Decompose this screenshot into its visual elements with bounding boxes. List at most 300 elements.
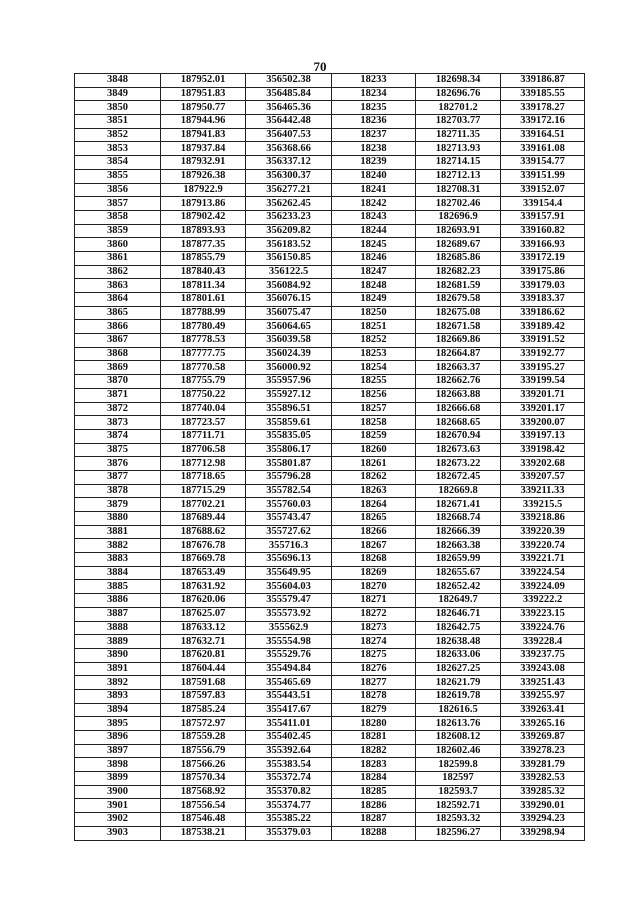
x-coordinate-right: 182649.7 [416,594,501,608]
x-coordinate-right: 182663.37 [416,361,501,375]
x-coordinate-left: 187950.77 [161,101,246,115]
point-number-left: 3872 [75,402,161,416]
table-row [75,744,585,758]
y-coordinate-left: 355494.84 [246,662,332,676]
point-number-left: 3899 [75,772,161,786]
point-number-left: 3893 [75,689,161,703]
x-coordinate-left: 187723.57 [161,416,246,430]
point-number-right: 18257 [332,402,416,416]
x-coordinate-left: 187688.62 [161,525,246,539]
x-coordinate-right: 182698.34 [416,74,501,88]
x-coordinate-left: 187877.35 [161,238,246,252]
table-row [75,279,585,293]
table-row [75,662,585,676]
point-number-right: 18271 [332,594,416,608]
x-coordinate-right: 182608.12 [416,731,501,745]
x-coordinate-right: 182638.48 [416,635,501,649]
x-coordinate-left: 187597.83 [161,689,246,703]
x-coordinate-right: 182670.94 [416,429,501,443]
y-coordinate-left: 355383.54 [246,758,332,772]
point-number-left: 3880 [75,512,161,526]
x-coordinate-left: 187604.44 [161,662,246,676]
table-row [75,334,585,348]
y-coordinate-left: 356122.5 [246,265,332,279]
table-row [75,525,585,539]
x-coordinate-right: 182685.86 [416,251,501,265]
y-coordinate-left: 356076.15 [246,293,332,307]
x-coordinate-left: 187770.58 [161,361,246,375]
x-coordinate-left: 187712.98 [161,457,246,471]
point-number-right: 18263 [332,484,416,498]
point-number-right: 18240 [332,169,416,183]
point-number-left: 3849 [75,87,161,101]
y-coordinate-right: 339197.13 [501,429,585,443]
point-number-left: 3876 [75,457,161,471]
x-coordinate-left: 187585.24 [161,703,246,717]
x-coordinate-right: 182662.76 [416,375,501,389]
y-coordinate-left: 355379.03 [246,826,332,840]
point-number-right: 18260 [332,443,416,457]
table-row [75,416,585,430]
y-coordinate-right: 339178.27 [501,101,585,115]
x-coordinate-right: 182663.88 [416,388,501,402]
x-coordinate-left: 187568.92 [161,785,246,799]
y-coordinate-right: 339161.08 [501,142,585,156]
table-row [75,87,585,101]
table-row [75,566,585,580]
table-body [75,74,585,841]
y-coordinate-left: 355835.05 [246,429,332,443]
x-coordinate-right: 182712.13 [416,169,501,183]
y-coordinate-left: 356277.21 [246,183,332,197]
y-coordinate-left: 356368.66 [246,142,332,156]
point-number-left: 3866 [75,320,161,334]
x-coordinate-right: 182659.99 [416,553,501,567]
table-row [75,402,585,416]
point-number-right: 18243 [332,210,416,224]
x-coordinate-right: 182689.67 [416,238,501,252]
table-row [75,443,585,457]
table-row [75,470,585,484]
y-coordinate-right: 339263.41 [501,703,585,717]
point-number-left: 3848 [75,74,161,88]
point-number-right: 18278 [332,689,416,703]
table-row [75,772,585,786]
y-coordinate-right: 339269.87 [501,731,585,745]
point-number-left: 3854 [75,156,161,170]
x-coordinate-left: 187676.78 [161,539,246,553]
x-coordinate-left: 187653.49 [161,566,246,580]
point-number-right: 18234 [332,87,416,101]
table-row [75,457,585,471]
x-coordinate-left: 187778.53 [161,334,246,348]
x-coordinate-left: 187669.78 [161,553,246,567]
point-number-left: 3869 [75,361,161,375]
x-coordinate-left: 187932.91 [161,156,246,170]
point-number-left: 3887 [75,607,161,621]
y-coordinate-right: 339160.82 [501,224,585,238]
y-coordinate-left: 356485.84 [246,87,332,101]
point-number-right: 18272 [332,607,416,621]
point-number-left: 3892 [75,676,161,690]
y-coordinate-left: 356183.52 [246,238,332,252]
x-coordinate-left: 187631.92 [161,580,246,594]
point-number-right: 18237 [332,128,416,142]
table-row [75,74,585,88]
point-number-right: 18284 [332,772,416,786]
point-number-right: 18252 [332,334,416,348]
table-row [75,293,585,307]
point-number-right: 18267 [332,539,416,553]
y-coordinate-right: 339157.91 [501,210,585,224]
point-number-right: 18286 [332,799,416,813]
point-number-right: 18266 [332,525,416,539]
point-number-right: 18248 [332,279,416,293]
point-number-right: 18275 [332,648,416,662]
point-number-right: 18287 [332,813,416,827]
x-coordinate-left: 187591.68 [161,676,246,690]
point-number-right: 18235 [332,101,416,115]
x-coordinate-left: 187937.84 [161,142,246,156]
x-coordinate-right: 182593.7 [416,785,501,799]
table-row [75,128,585,142]
table-row [75,594,585,608]
point-number-left: 3850 [75,101,161,115]
y-coordinate-right: 339154.4 [501,197,585,211]
x-coordinate-right: 182669.86 [416,334,501,348]
x-coordinate-left: 187546.48 [161,813,246,827]
y-coordinate-left: 355896.51 [246,402,332,416]
y-coordinate-left: 355529.76 [246,648,332,662]
y-coordinate-left: 356084.92 [246,279,332,293]
point-number-left: 3889 [75,635,161,649]
table-row [75,210,585,224]
table-row [75,183,585,197]
y-coordinate-right: 339154.77 [501,156,585,170]
table-row [75,676,585,690]
point-number-left: 3890 [75,648,161,662]
x-coordinate-right: 182681.59 [416,279,501,293]
point-number-right: 18249 [332,293,416,307]
point-number-left: 3877 [75,470,161,484]
x-coordinate-right: 182655.67 [416,566,501,580]
point-number-left: 3864 [75,293,161,307]
y-coordinate-left: 355604.03 [246,580,332,594]
x-coordinate-right: 182693.91 [416,224,501,238]
point-number-right: 18251 [332,320,416,334]
table-row [75,635,585,649]
x-coordinate-right: 182642.75 [416,621,501,635]
point-number-right: 18245 [332,238,416,252]
x-coordinate-left: 187780.49 [161,320,246,334]
table-row [75,224,585,238]
y-coordinate-left: 356064.65 [246,320,332,334]
y-coordinate-right: 339151.99 [501,169,585,183]
point-number-left: 3860 [75,238,161,252]
y-coordinate-right: 339282.53 [501,772,585,786]
point-number-right: 18277 [332,676,416,690]
x-coordinate-left: 187559.28 [161,731,246,745]
y-coordinate-right: 339220.39 [501,525,585,539]
x-coordinate-right: 182696.76 [416,87,501,101]
point-number-left: 3884 [75,566,161,580]
table-row [75,251,585,265]
point-number-left: 3903 [75,826,161,840]
y-coordinate-right: 339201.71 [501,388,585,402]
y-coordinate-right: 339166.93 [501,238,585,252]
point-number-left: 3867 [75,334,161,348]
point-number-left: 3859 [75,224,161,238]
table-row [75,320,585,334]
table-row [75,512,585,526]
table-row [75,758,585,772]
point-number-left: 3852 [75,128,161,142]
x-coordinate-left: 187777.75 [161,347,246,361]
y-coordinate-left: 355806.17 [246,443,332,457]
x-coordinate-right: 182702.46 [416,197,501,211]
y-coordinate-right: 339195.27 [501,361,585,375]
y-coordinate-left: 355957.96 [246,375,332,389]
y-coordinate-right: 339191.52 [501,334,585,348]
point-number-left: 3900 [75,785,161,799]
y-coordinate-right: 339278.23 [501,744,585,758]
x-coordinate-right: 182593.32 [416,813,501,827]
y-coordinate-right: 339281.79 [501,758,585,772]
x-coordinate-right: 182616.5 [416,703,501,717]
y-coordinate-left: 356000.92 [246,361,332,375]
point-number-left: 3857 [75,197,161,211]
table-row [75,142,585,156]
y-coordinate-left: 356150.85 [246,251,332,265]
y-coordinate-left: 356442.48 [246,115,332,129]
point-number-left: 3855 [75,169,161,183]
x-coordinate-right: 182713.93 [416,142,501,156]
x-coordinate-left: 187926.38 [161,169,246,183]
point-number-right: 18285 [332,785,416,799]
x-coordinate-left: 187572.97 [161,717,246,731]
y-coordinate-right: 339186.87 [501,74,585,88]
table-row [75,361,585,375]
table-row [75,648,585,662]
table-row [75,689,585,703]
point-number-left: 3870 [75,375,161,389]
table-row [75,607,585,621]
x-coordinate-right: 182619.78 [416,689,501,703]
point-number-right: 18238 [332,142,416,156]
table-row [75,197,585,211]
y-coordinate-right: 339185.55 [501,87,585,101]
y-coordinate-right: 339220.74 [501,539,585,553]
table-row [75,539,585,553]
x-coordinate-left: 187632.71 [161,635,246,649]
point-number-right: 18262 [332,470,416,484]
y-coordinate-left: 355392.64 [246,744,332,758]
point-number-left: 3901 [75,799,161,813]
y-coordinate-right: 339201.17 [501,402,585,416]
x-coordinate-left: 187715.29 [161,484,246,498]
coordinates-table [74,73,585,841]
table-row [75,553,585,567]
y-coordinate-right: 339189.42 [501,320,585,334]
point-number-left: 3898 [75,758,161,772]
x-coordinate-right: 182592.71 [416,799,501,813]
x-coordinate-right: 182663.38 [416,539,501,553]
y-coordinate-left: 355579.47 [246,594,332,608]
point-number-right: 18280 [332,717,416,731]
x-coordinate-right: 182664.87 [416,347,501,361]
y-coordinate-left: 355385.22 [246,813,332,827]
table-row [75,101,585,115]
x-coordinate-right: 182673.63 [416,443,501,457]
point-number-left: 3894 [75,703,161,717]
point-number-left: 3896 [75,731,161,745]
table-row [75,703,585,717]
point-number-left: 3863 [75,279,161,293]
y-coordinate-left: 355465.69 [246,676,332,690]
x-coordinate-left: 187801.61 [161,293,246,307]
x-coordinate-left: 187702.21 [161,498,246,512]
y-coordinate-left: 355417.67 [246,703,332,717]
x-coordinate-left: 187902.42 [161,210,246,224]
x-coordinate-left: 187570.34 [161,772,246,786]
x-coordinate-left: 187556.79 [161,744,246,758]
point-number-right: 18288 [332,826,416,840]
y-coordinate-right: 339175.86 [501,265,585,279]
y-coordinate-left: 355760.03 [246,498,332,512]
y-coordinate-right: 339285.32 [501,785,585,799]
y-coordinate-left: 356502.38 [246,74,332,88]
x-coordinate-right: 182646.71 [416,607,501,621]
y-coordinate-left: 355402.45 [246,731,332,745]
point-number-right: 18273 [332,621,416,635]
y-coordinate-left: 356075.47 [246,306,332,320]
x-coordinate-left: 187893.93 [161,224,246,238]
x-coordinate-left: 187620.81 [161,648,246,662]
x-coordinate-left: 187711.71 [161,429,246,443]
y-coordinate-right: 339218.86 [501,512,585,526]
table-row [75,347,585,361]
y-coordinate-right: 339172.19 [501,251,585,265]
x-coordinate-left: 187538.21 [161,826,246,840]
point-number-right: 18264 [332,498,416,512]
y-coordinate-left: 355411.01 [246,717,332,731]
y-coordinate-left: 355696.13 [246,553,332,567]
y-coordinate-left: 355727.62 [246,525,332,539]
y-coordinate-left: 356337.12 [246,156,332,170]
point-number-right: 18269 [332,566,416,580]
y-coordinate-left: 355554.98 [246,635,332,649]
x-coordinate-right: 182633.06 [416,648,501,662]
table-row [75,115,585,129]
point-number-left: 3856 [75,183,161,197]
x-coordinate-right: 182708.31 [416,183,501,197]
y-coordinate-left: 355796.28 [246,470,332,484]
y-coordinate-right: 339200.07 [501,416,585,430]
point-number-right: 18276 [332,662,416,676]
point-number-right: 18268 [332,553,416,567]
x-coordinate-left: 187633.12 [161,621,246,635]
point-number-right: 18236 [332,115,416,129]
point-number-right: 18283 [332,758,416,772]
x-coordinate-left: 187620.06 [161,594,246,608]
y-coordinate-left: 355370.82 [246,785,332,799]
x-coordinate-left: 187840.43 [161,265,246,279]
y-coordinate-left: 355372.74 [246,772,332,786]
point-number-left: 3873 [75,416,161,430]
x-coordinate-right: 182596.27 [416,826,501,840]
y-coordinate-left: 355782.54 [246,484,332,498]
x-coordinate-left: 187750.22 [161,388,246,402]
y-coordinate-left: 355573.92 [246,607,332,621]
y-coordinate-left: 355859.61 [246,416,332,430]
y-coordinate-right: 339237.75 [501,648,585,662]
x-coordinate-left: 187941.83 [161,128,246,142]
y-coordinate-right: 339172.16 [501,115,585,129]
x-coordinate-left: 187718.65 [161,470,246,484]
x-coordinate-left: 187689.44 [161,512,246,526]
point-number-left: 3868 [75,347,161,361]
y-coordinate-left: 356024.39 [246,347,332,361]
x-coordinate-left: 187952.01 [161,74,246,88]
table-row [75,265,585,279]
x-coordinate-right: 182666.68 [416,402,501,416]
y-coordinate-right: 339251.43 [501,676,585,690]
table-row [75,375,585,389]
point-number-left: 3862 [75,265,161,279]
point-number-right: 18274 [332,635,416,649]
point-number-left: 3861 [75,251,161,265]
x-coordinate-left: 187944.96 [161,115,246,129]
y-coordinate-left: 355443.51 [246,689,332,703]
x-coordinate-right: 182668.65 [416,416,501,430]
y-coordinate-left: 356262.45 [246,197,332,211]
table-row [75,785,585,799]
y-coordinate-right: 339198.42 [501,443,585,457]
point-number-left: 3895 [75,717,161,731]
x-coordinate-right: 182711.35 [416,128,501,142]
x-coordinate-left: 187556.54 [161,799,246,813]
x-coordinate-right: 182679.58 [416,293,501,307]
y-coordinate-right: 339224.76 [501,621,585,635]
x-coordinate-left: 187788.99 [161,306,246,320]
x-coordinate-right: 182672.45 [416,470,501,484]
y-coordinate-left: 355649.95 [246,566,332,580]
y-coordinate-right: 339164.51 [501,128,585,142]
y-coordinate-left: 356300.37 [246,169,332,183]
point-number-left: 3858 [75,210,161,224]
y-coordinate-right: 339222.2 [501,594,585,608]
y-coordinate-left: 355927.12 [246,388,332,402]
table-row [75,621,585,635]
x-coordinate-right: 182671.58 [416,320,501,334]
x-coordinate-left: 187755.79 [161,375,246,389]
point-number-right: 18265 [332,512,416,526]
point-number-left: 3871 [75,388,161,402]
x-coordinate-right: 182599.8 [416,758,501,772]
y-coordinate-right: 339192.77 [501,347,585,361]
table-row [75,484,585,498]
y-coordinate-right: 339211.33 [501,484,585,498]
point-number-left: 3853 [75,142,161,156]
x-coordinate-right: 182597 [416,772,501,786]
x-coordinate-right: 182675.08 [416,306,501,320]
y-coordinate-right: 339183.37 [501,293,585,307]
y-coordinate-left: 355716.3 [246,539,332,553]
y-coordinate-right: 339255.97 [501,689,585,703]
y-coordinate-left: 356465.36 [246,101,332,115]
table-row [75,238,585,252]
table-row [75,580,585,594]
